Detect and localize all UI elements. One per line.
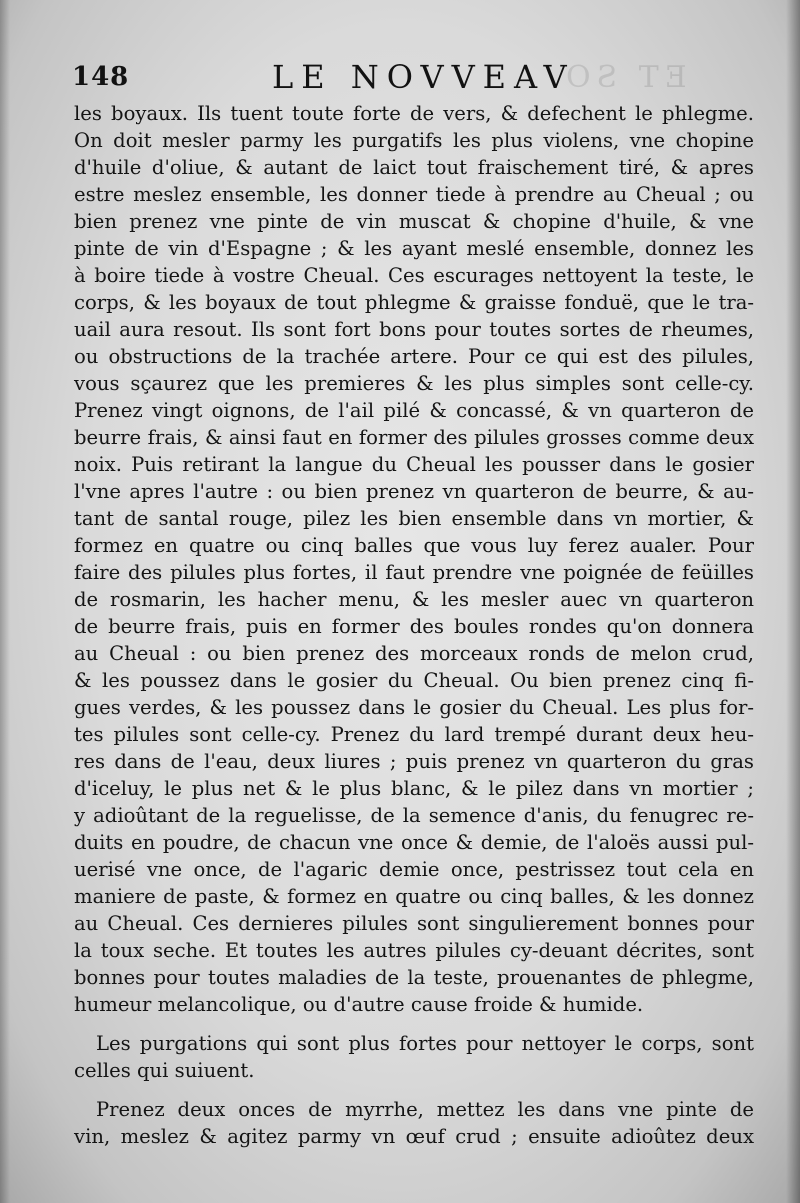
page-header [72,58,762,100]
text-line: duits en poudre, de chacun vne once & demie, de l'aloës aussi pul- [74,831,754,854]
paragraph [74,1096,754,1150]
text-line: corps, & les boyaux de tout phlegme & graisse fonduë, que le tra- [74,291,754,314]
page-number: 148 [72,62,130,92]
text-line: humeur melancolique, ou d'autre cause froide & humide. [74,993,644,1016]
text-line: de beurre frais, puis en former des boules rondes qu'on donnera [74,615,754,638]
text-line: beurre frais, & ainsi faut en former des pilules grosses comme deux [74,426,754,449]
text-line: vous sçaurez que les premieres & les plus simples sont celle-cy. [74,372,754,395]
text-line: bien prenez vne pinte de vin muscat & chopine d'huile, & vne [74,210,754,233]
text-line: à boire tiede à vostre Cheual. Ces escurages nettoyent la teste, le [74,264,754,287]
text-line: celles qui suiuent. [74,1059,255,1082]
text-line: de rosmarin, les hacher menu, & les mesler auec vn quarteron [74,588,754,611]
text-line: On doit mesler parmy les purgatifs les plus violens, vne chopine [74,129,754,152]
text-line: les boyaux. Ils tuent toute forte de vers, & defechent le phlegme. [74,102,754,125]
text-line: Les purgations qui sont plus fortes pour nettoyer le corps, sont [96,1032,754,1055]
text-line: pinte de vin d'Espagne ; & les ayant meslé ensemble, donnez les [74,237,754,260]
text-line: Prenez deux onces de myrrhe, mettez les dans vne pinte de [96,1098,754,1121]
text-line: estre meslez ensemble, les donner tiede à prendre au Cheual ; ou [74,183,754,206]
text-line: & les poussez dans le gosier du Cheual. Ou bien prenez cinq fi- [74,669,754,692]
text-line: au Cheual. Ces dernieres pilules sont singulierement bonnes pour [74,912,754,935]
text-line: d'huile d'oliue, & autant de laict tout fraischement tiré, & apres [74,156,754,179]
text-line: tes pilules sont celle-cy. Prenez du lard trempé durant deux heu- [74,723,754,746]
text-line: d'iceluy, le plus net & le plus blanc, & le pilez dans vn mortier ; [74,777,754,800]
text-line: ou obstructions de la trachée artere. Pour ce qui est des pilules, [74,345,754,368]
text-line: vin, meslez & agitez parmy vn œuf crud ; ensuite adioûtez deux [74,1125,754,1148]
paragraph [74,1030,754,1084]
paragraph-gap [74,1084,754,1096]
page-shadow-left [0,0,10,1203]
paragraph [74,100,754,1018]
text-line: bonnes pour toutes maladies de la teste, prouenantes de phlegme, [74,966,754,989]
text-line: l'vne apres l'autre : ou bien prenez vn quarteron de beurre, & au- [74,480,754,503]
body-text [74,100,754,1150]
text-line: maniere de paste, & formez en quatre ou cinq balles, & les donnez [74,885,754,908]
paragraph-gap [74,1018,754,1030]
show-through-text: ET SO [560,60,687,95]
text-line: noix. Puis retirant la langue du Cheual les pousser dans le gosier [74,453,754,476]
page-shadow-right [786,0,800,1203]
text-line: uerisé vne once, de l'agaric demie once, pestrissez tout cela en [74,858,754,881]
text-line: res dans de l'eau, deux liures ; puis prenez vn quarteron du gras [74,750,754,773]
text-line: Prenez vingt oignons, de l'ail pilé & concassé, & vn quarteron de [74,399,754,422]
text-line: y adioûtant de la reguelisse, de la semence d'anis, du fenugrec re- [74,804,754,827]
text-line: gues verdes, & les poussez dans le gosier du Cheual. Les plus for- [74,696,754,719]
text-line: tant de santal rouge, pilez les bien ensemble dans vn mortier, & [74,507,754,530]
running-title: LE NOVVEAV [272,58,575,96]
text-line: faire des pilules plus fortes, il faut prendre vne poignée de feüilles [74,561,754,584]
text-line: la toux seche. Et toutes les autres pilules cy-deuant décrites, sont [74,939,754,962]
text-line: formez en quatre ou cinq balles que vous luy ferez aualer. Pour [74,534,754,557]
text-line: au Cheual : ou bien prenez des morceaux ronds de melon crud, [74,642,754,665]
text-line: uail aura resout. Ils sont fort bons pour toutes sortes de rheumes, [74,318,754,341]
